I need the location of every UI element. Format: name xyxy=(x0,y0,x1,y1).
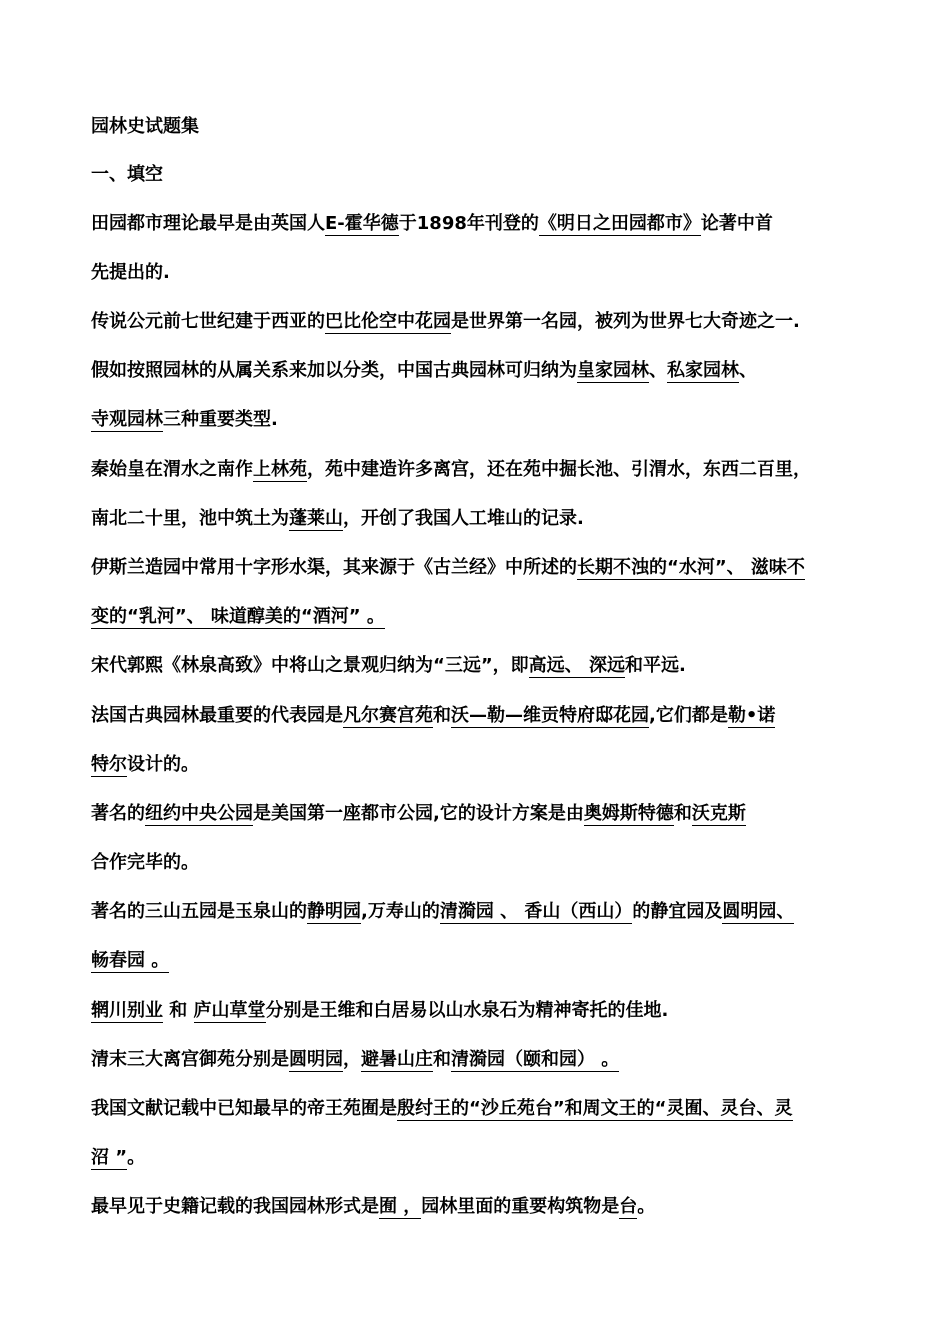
question-text: ,它们都是 xyxy=(649,705,728,726)
question-text: 伊斯兰造园中常用十字形水渠，其来源于《古兰经》中所述的 xyxy=(91,557,577,578)
question-text: 分别是王维和白居易以山水泉石为精神寄托的佳地. xyxy=(265,1000,669,1021)
answer-blank: 长期不浊的“水河”、 滋味不 xyxy=(577,557,805,578)
answer-blank: 蓬莱山 xyxy=(289,508,343,529)
answer-blank: 凡尔赛宫苑 xyxy=(343,705,433,726)
question-text: 和平远. xyxy=(624,655,686,676)
text-line xyxy=(91,310,890,334)
document-title: 园林史试题集 xyxy=(91,116,199,137)
question-text: 假如按照园林的从属关系来加以分类，中国古典园林可归纳为 xyxy=(91,360,577,381)
question-text: 园林里面的重要构筑物是 xyxy=(421,1196,620,1217)
answer-blank: 巴比伦空中花园 xyxy=(325,311,451,332)
answer-blank: 《明日之田园都市》 xyxy=(538,213,701,234)
answer-blank: 囿 ， xyxy=(379,1196,422,1217)
answer-blank: 畅春园 。 xyxy=(91,950,170,971)
text-line xyxy=(91,507,890,531)
question-text: 的静宜园及 xyxy=(632,901,723,922)
text-line xyxy=(91,1146,890,1170)
answer-blank: 寺观园林 xyxy=(91,409,163,430)
text-line xyxy=(91,408,890,432)
answer-blank: 高远、 深远 xyxy=(528,655,625,676)
question-text: 、 xyxy=(649,360,667,381)
question-text: ,万寿山的 xyxy=(361,901,440,922)
text-line xyxy=(91,704,890,728)
question-text: ，开创了我国人工堆山的记录. xyxy=(343,508,584,529)
question-text: 和 xyxy=(673,803,692,824)
question-text: 著名的三山五园是玉泉山的 xyxy=(91,901,307,922)
answer-blank: 沃克斯 xyxy=(691,803,746,824)
answer-blank: 勒•诺 xyxy=(727,705,776,726)
question-text: 论著中首 xyxy=(700,213,773,234)
text-line xyxy=(91,605,890,629)
text-line xyxy=(91,851,890,875)
question-text: 法国古典园林最重要的代表园是 xyxy=(91,705,343,726)
question-text: 先提出的. xyxy=(91,262,170,283)
question-text: 设计的。 xyxy=(127,754,199,775)
question-text: 和 xyxy=(433,705,451,726)
question-text: ， xyxy=(343,1049,361,1070)
question-text: 著名的 xyxy=(91,803,145,824)
text-line xyxy=(91,212,890,236)
answer-blank: 圆明园 xyxy=(289,1049,343,1070)
text-line xyxy=(91,359,890,383)
answer-blank: 纽约中央公园 xyxy=(145,803,253,824)
answer-blank: 庐山草堂 xyxy=(193,1000,266,1021)
answer-blank: 奥姆斯特德 xyxy=(583,803,674,824)
text-line xyxy=(91,556,890,580)
answer-blank: 变的“乳河”、 味道醇美的“酒河” 。 xyxy=(91,606,385,627)
answer-blank: 沼 ” xyxy=(91,1147,128,1168)
answer-blank: 圆明园、 xyxy=(722,901,795,922)
text-line xyxy=(91,1195,890,1219)
question-text: 我国文献记载中已知最早的帝王苑囿是 xyxy=(91,1098,397,1119)
answer-blank: 清漪园 、 香山（西山） xyxy=(439,901,633,922)
question-text: ，苑中建造许多离宫，还在苑中掘长池、引渭水，东西二百里， xyxy=(307,459,811,480)
question-text: 清末三大离宫御苑分别是 xyxy=(91,1049,289,1070)
text-line xyxy=(91,900,890,924)
text-line xyxy=(91,1097,890,1121)
question-text: 。 xyxy=(127,1147,146,1168)
question-text: 三种重要类型. xyxy=(163,409,278,430)
question-text: 和 xyxy=(163,1000,194,1021)
text-line xyxy=(91,654,890,678)
text-line xyxy=(91,802,890,826)
question-text: 传说公元前七世纪建于西亚的 xyxy=(91,311,325,332)
text-line xyxy=(91,949,890,973)
answer-blank: 上林苑 xyxy=(253,459,307,480)
answer-blank: 沃—勒—维贡特府邸花园 xyxy=(451,705,649,726)
answer-blank: 殷纣王的“沙丘苑台”和周文王的“灵囿、灵台、灵 xyxy=(397,1098,793,1119)
question-text: 田园都市理论最早是由英国人 xyxy=(91,213,325,234)
question-text: 。 xyxy=(637,1196,656,1217)
question-text: 合作完毕的。 xyxy=(91,852,199,873)
answer-blank: 避暑山庄 xyxy=(361,1049,433,1070)
answer-blank: 清漪园（颐和园） 。 xyxy=(451,1049,620,1070)
question-text: 于1898年刊登的 xyxy=(398,213,539,234)
answer-blank: 特尔 xyxy=(91,754,127,775)
question-text: 和 xyxy=(433,1049,451,1070)
text-line xyxy=(91,1048,890,1072)
question-text: 秦始皇在渭水之南作 xyxy=(91,459,253,480)
text-line xyxy=(91,458,890,482)
answer-blank: 私家园林 xyxy=(667,360,739,381)
answer-blank: 辋川别业 xyxy=(91,1000,163,1021)
answer-blank: 皇家园林 xyxy=(577,360,649,381)
question-text: 最早见于史籍记载的我国园林形式是 xyxy=(91,1196,379,1217)
question-text: 是世界第一名园，被列为世界七大奇迹之一. xyxy=(451,311,800,332)
text-line xyxy=(91,261,890,285)
question-text: 、 xyxy=(739,360,757,381)
answer-blank: 静明园 xyxy=(307,901,361,922)
text-line xyxy=(91,999,890,1023)
section-heading: 一、填空 xyxy=(91,164,163,185)
question-text: 是美国第一座都市公园,它的设计方案是由 xyxy=(253,803,584,824)
question-text: 宋代郭熙《林泉高致》中将山之景观归纳为“三远”，即 xyxy=(91,655,529,676)
question-text: 南北二十里，池中筑土为 xyxy=(91,508,289,529)
answer-blank: 台 xyxy=(619,1196,638,1217)
answer-blank: E-霍华德 xyxy=(325,213,399,234)
text-line xyxy=(91,753,890,777)
